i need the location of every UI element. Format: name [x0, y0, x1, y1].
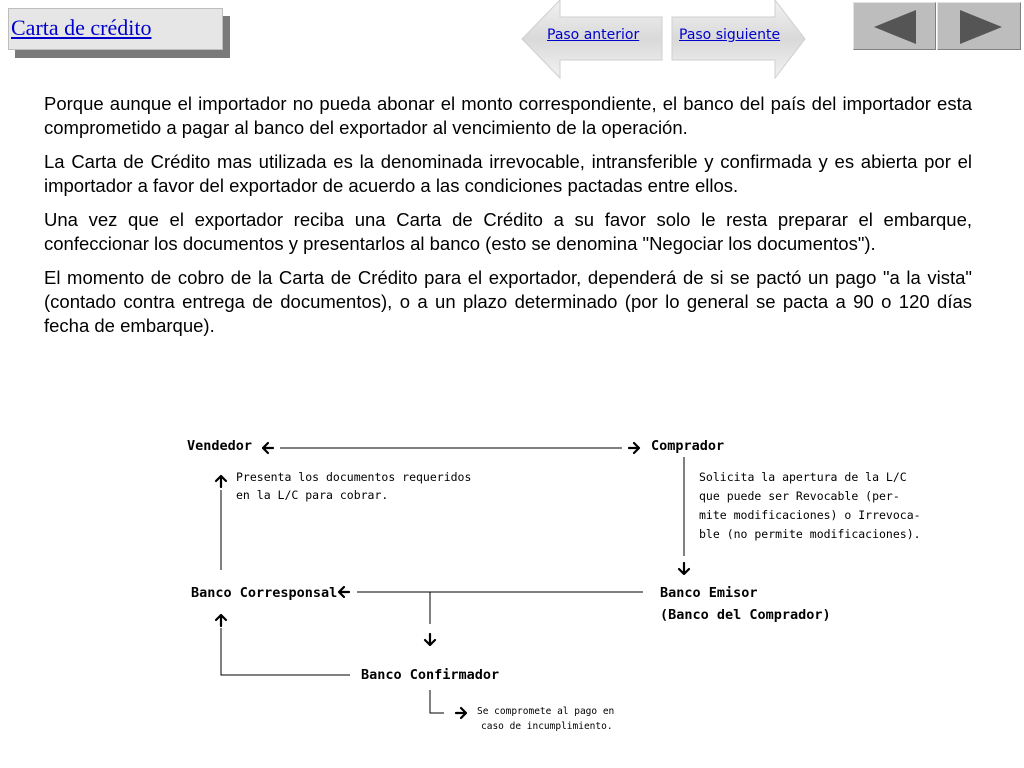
node-comprador: Comprador — [651, 438, 725, 454]
forward-button[interactable] — [937, 2, 1021, 50]
content-text — [44, 92, 972, 348]
paragraph: La Carta de Crédito mas utilizada es la denominada irrevocable, intransferible y confirmada y es abierta por el importador a favor del exportador de acuerdo a las condiciones pactadas entre ellos. — [44, 151, 972, 196]
paragraph: Porque aunque el importador no pueda abonar el monto correspondiente, el banco del país del importador esta comprometido a pagar al banco del exportador al vencimiento de la operación. — [44, 93, 972, 138]
note-solicita-line2: que puede ser Revocable (per- — [699, 489, 900, 503]
paragraph: El momento de cobro de la Carta de Crédito para el exportador, dependerá de si se pactó un pago "a la vista" (contado contra entrega de documentos), o a un plazo determinado (por lo general se pacta a 90 o 120 días fecha de embarque). — [44, 267, 972, 336]
arrow-down-icon — [679, 563, 689, 574]
note-solicita-line3: mite modificaciones) o Irrevoca- — [699, 508, 921, 522]
node-banco-comprador: (Banco del Comprador) — [660, 607, 831, 623]
back-button[interactable] — [853, 2, 936, 50]
title-box — [8, 8, 230, 58]
paragraph: Una vez que el exportador reciba una Carta de Crédito a su favor solo le resta preparar el embarque, confeccionar los documentos y presentarlos al banco (esto se denomina "Negociar los documentos"). — [44, 209, 972, 254]
node-banco-corresponsal: Banco Corresponsal — [191, 585, 338, 601]
arrow-down-icon — [425, 634, 435, 645]
note-solicita-line4: ble (no permite modificaciones). — [699, 527, 921, 541]
note-compromete-line2: caso de incumplimiento. — [481, 721, 613, 732]
title-panel — [8, 8, 223, 50]
arrow-left-icon — [339, 587, 349, 597]
prev-step-link[interactable]: Paso anterior — [547, 27, 640, 43]
note-compromete-line1: Se compromete al pago en — [477, 706, 615, 717]
arrow-right-icon — [629, 443, 639, 453]
arrow-up-icon — [216, 476, 226, 487]
note-solicita-line1: Solicita la apertura de la L/C — [699, 470, 907, 484]
note-presenta-line2: en la L/C para cobrar. — [236, 488, 389, 502]
next-step-link[interactable]: Paso siguiente — [679, 27, 781, 43]
arrow-left-icon — [263, 443, 273, 453]
arrow-right-icon — [456, 708, 466, 718]
triangle-left-icon — [854, 3, 937, 51]
note-presenta-line1: Presenta los documentos requeridos — [236, 470, 472, 484]
node-banco-confirmador: Banco Confirmador — [361, 667, 500, 683]
flow-diagram — [180, 428, 921, 740]
node-banco-emisor: Banco Emisor — [660, 585, 758, 601]
page-title-link[interactable]: Carta de crédito — [11, 15, 152, 40]
node-vendedor: Vendedor — [187, 438, 253, 454]
triangle-right-icon — [938, 3, 1022, 51]
arrow-up-icon — [216, 615, 226, 626]
